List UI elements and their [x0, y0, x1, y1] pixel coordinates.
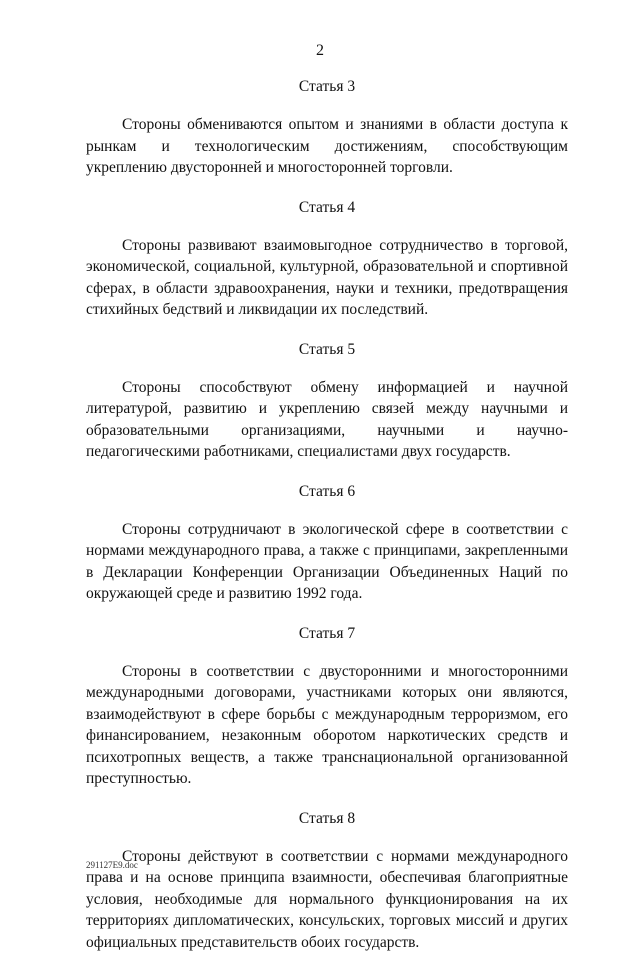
page-number: 2 [316, 42, 324, 59]
article-text: Стороны способствуют обмену информацией и научной литературой, развитию и укреплению связей между научными и образовательными организациями, научными и научно-педагогическими работниками, специалистами двух государств. [86, 378, 568, 460]
article-text: Стороны в соответствии с двусторонними и многосторонними международными договорами, участниками которых они являются, взаимодействуют в сфере борьбы с международным терроризмом, его финансированием, незаконным оборотом наркотических средств и психотропных веществ, а также транснациональной организованной преступностью. [86, 662, 568, 787]
article-heading: Статья 5 [298, 340, 356, 358]
article-text: Стороны действуют в соответствии с нормами международного права и на основе принципа взаимности, обеспечивая благоприятные условия, необходимые для нормального функционирования на их территориях дипломатических, консульских, торговых миссий и других официальных представительств обоих государств. [86, 847, 568, 951]
article-text: Стороны сотрудничают в экологической сфере в соответствии с нормами международного права, а также с принципами, закрепленными в Декларации Конференции Организации Объединенных Наций по окружающей среде и развитию 1992 года. [86, 520, 568, 602]
article-heading: Статья 8 [298, 809, 356, 827]
article-5 [86, 339, 568, 463]
article-heading: Статья 6 [298, 482, 356, 500]
document-body [86, 76, 568, 971]
article-text: Стороны развивают взаимовыгодное сотрудничество в торговой, экономической, социальной, культурной, образовательной и спортивной сферах, в области здравоохранения, науки и техники, предотвращения стихийных бедствий и ликвидации их последствий. [86, 236, 568, 318]
article-7 [86, 623, 568, 790]
article-3 [86, 76, 568, 179]
article-6 [86, 481, 568, 605]
article-8 [86, 808, 568, 954]
article-heading: Статья 3 [298, 78, 356, 95]
file-name-footer: 291127E9.doc [86, 860, 138, 870]
article-heading: Статья 4 [298, 198, 356, 216]
article-4 [86, 197, 568, 321]
article-text: Стороны обмениваются опытом и знаниями в области доступа к рынкам и технологическим достижениям, способствующим укреплению двусторонней и многосторонней торговли. [86, 116, 568, 176]
article-heading: Статья 7 [298, 624, 356, 642]
